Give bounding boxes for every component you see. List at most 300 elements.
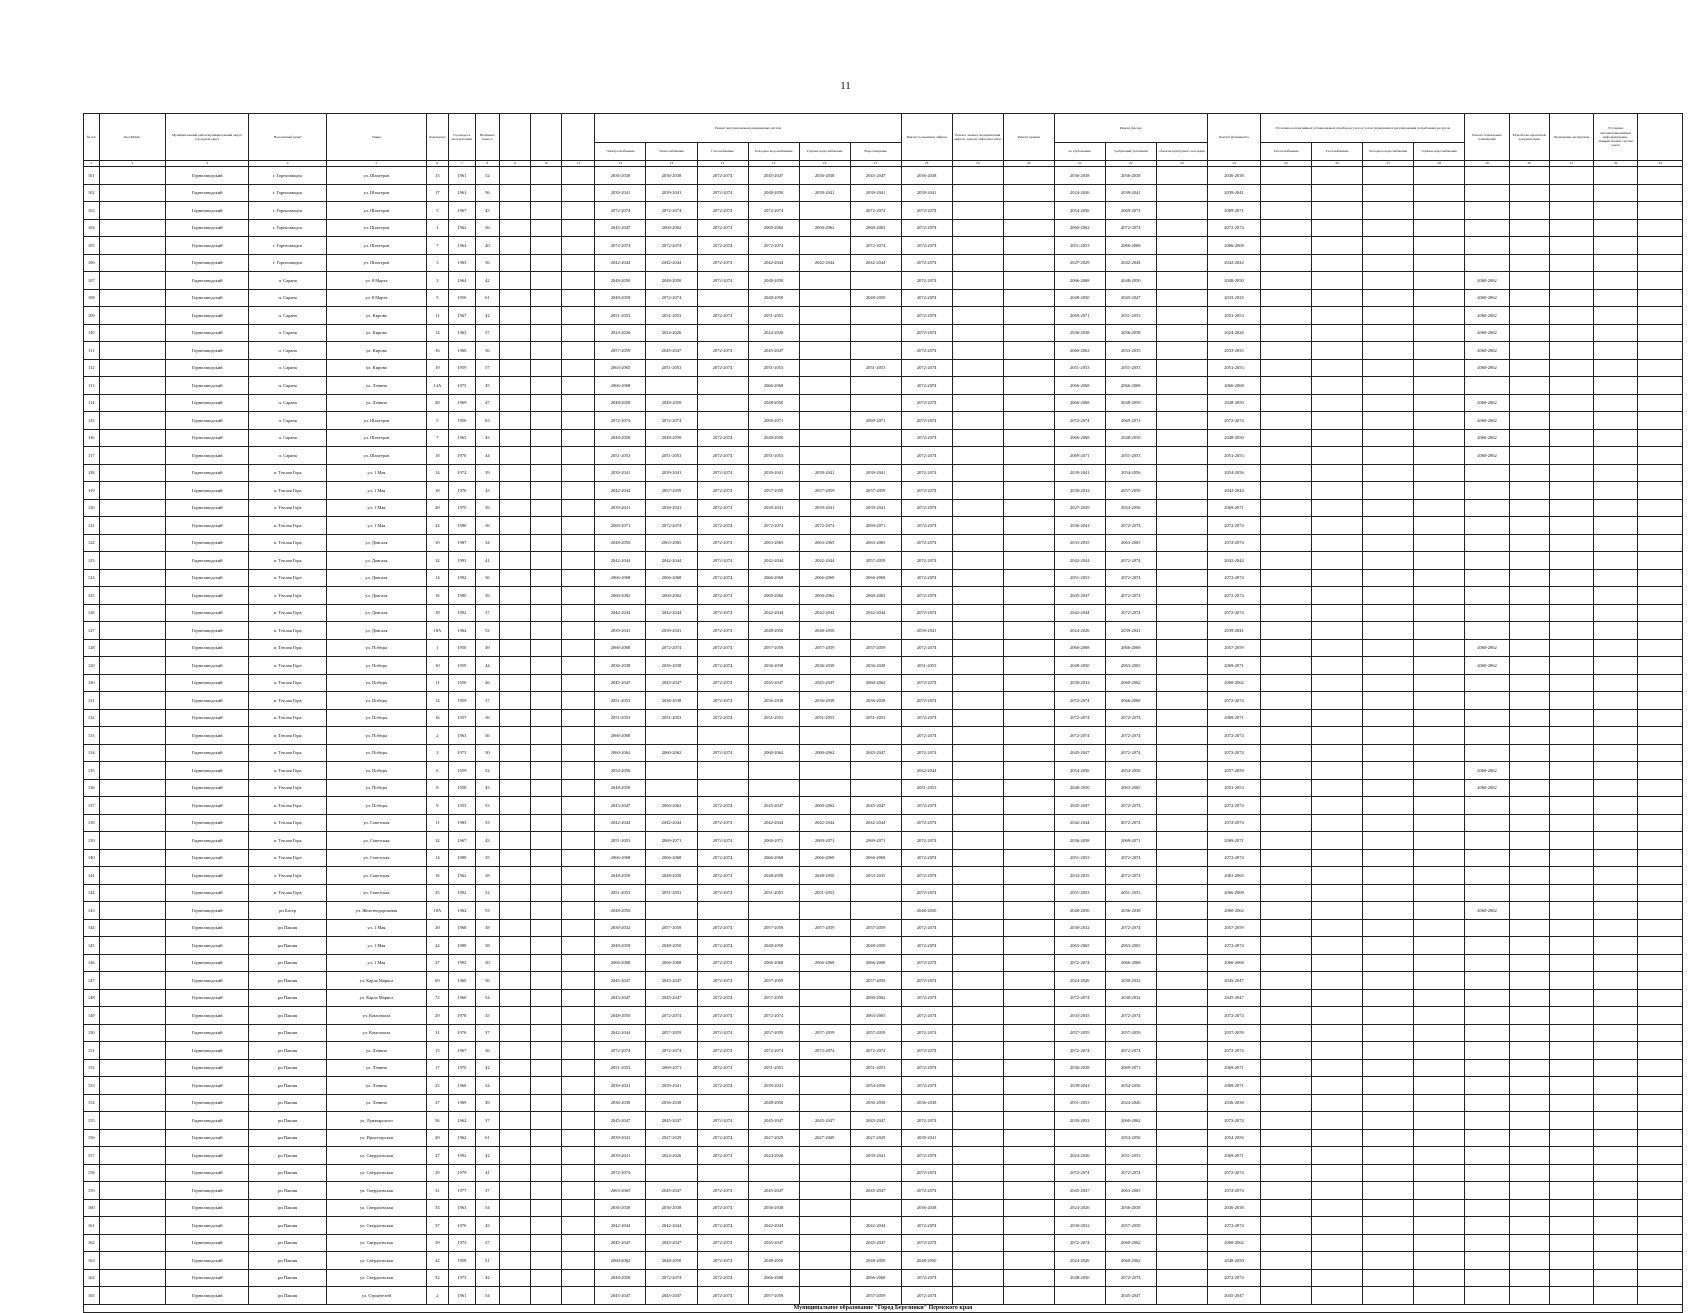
- gas-repair: 2072-2074: [697, 1007, 748, 1025]
- table-row: [84, 972, 1683, 990]
- gas-repair: 2072-2074: [697, 534, 748, 552]
- hot-water-repair: 2048-2050: [799, 622, 850, 640]
- col-33: [1638, 587, 1683, 605]
- design-docs: [1509, 1217, 1549, 1235]
- meter-heating: [1261, 989, 1312, 1007]
- design-docs: [1509, 342, 1549, 360]
- locality: рп Пашия: [249, 954, 327, 972]
- street: ул. Шахтеров: [326, 219, 426, 237]
- street: ул. 1 Мая: [326, 919, 426, 937]
- wear-percent: 42: [475, 272, 499, 290]
- meter-hot-water: [1414, 202, 1465, 220]
- elevator-repair: 2072-2074: [901, 744, 952, 762]
- facade-demand: 2072-2074: [1054, 412, 1105, 430]
- header-control: Установка автоматизированных информационно-измерительных систем учета: [1593, 114, 1637, 161]
- hot-water-repair: 2060-2062: [799, 797, 850, 815]
- col-9: [500, 762, 531, 780]
- facade-heritage: [1156, 937, 1207, 955]
- elevator-shaft-repair: [952, 814, 1003, 832]
- build-year: 1964: [449, 272, 476, 290]
- meter-cold-water: [1363, 587, 1414, 605]
- electricity-repair: 2030-2032: [595, 919, 646, 937]
- gas-repair: 2072-2074: [697, 552, 748, 570]
- roof-repair: [1003, 1252, 1054, 1270]
- col-33: [1638, 202, 1683, 220]
- wear-percent: 52: [475, 622, 499, 640]
- design-docs: [1509, 989, 1549, 1007]
- municipality: Горнозаводский: [166, 604, 249, 622]
- facade-demand: 2066-2068: [1054, 639, 1105, 657]
- expertise: [1549, 394, 1593, 412]
- house-number: 5: [426, 412, 448, 430]
- municipality: Горнозаводский: [166, 569, 249, 587]
- sewerage-repair: 2057-2059: [850, 919, 901, 937]
- electricity-repair: 2039-2041: [595, 499, 646, 517]
- gas-repair: 2072-2074: [697, 1182, 748, 1200]
- meter-gas: [1312, 1077, 1363, 1095]
- roof-repair: [1003, 1094, 1054, 1112]
- meter-gas: [1312, 219, 1363, 237]
- col-33: [1638, 447, 1683, 465]
- meter-hot-water: [1414, 919, 1465, 937]
- wear-percent: 45: [475, 202, 499, 220]
- col-33: [1638, 674, 1683, 692]
- meter-heating: [1261, 1269, 1312, 1287]
- control-systems: [1593, 832, 1637, 850]
- elevator-repair: 2072-2074: [901, 1007, 952, 1025]
- col-10: [531, 709, 562, 727]
- hot-water-repair: 2060-2062: [799, 587, 850, 605]
- cold-water-repair: 2045-2047: [748, 167, 799, 185]
- locality: рп Пашия: [249, 1199, 327, 1217]
- meter-heating: [1261, 604, 1312, 622]
- column-number: 10: [531, 161, 562, 167]
- fias-code: [99, 324, 166, 342]
- col-11: [562, 709, 595, 727]
- locality: г. Горнозаводск: [249, 184, 327, 202]
- row-number: 114: [84, 394, 100, 412]
- control-systems: [1593, 517, 1637, 535]
- electricity-repair: 2048-2050: [595, 429, 646, 447]
- heating-repair: 2039-2041: [646, 464, 697, 482]
- col-9: [500, 604, 531, 622]
- col-11: [562, 639, 595, 657]
- column-number: 8: [475, 161, 499, 167]
- heating-repair: 2042-2044: [646, 604, 697, 622]
- table-row: [84, 394, 1683, 412]
- meter-heating: [1261, 482, 1312, 500]
- header-roof: Ремонт крыши: [1003, 114, 1054, 161]
- build-year: 1973: [449, 1269, 476, 1287]
- basement-repair: 2060-2062: [1465, 272, 1509, 290]
- fias-code: [99, 937, 166, 955]
- elevator-repair: 2072-2074: [901, 569, 952, 587]
- roof-repair: [1003, 1007, 1054, 1025]
- elevator-repair: 2072-2074: [901, 202, 952, 220]
- foundation-repair: 2060-2062: [1207, 1234, 1260, 1252]
- row-number: 119: [84, 482, 100, 500]
- sewerage-repair: 2039-2041: [850, 464, 901, 482]
- header-col-33: [1638, 114, 1683, 161]
- col-10: [531, 1112, 562, 1130]
- heating-repair: 2057-2059: [646, 1024, 697, 1042]
- gas-repair: 2072-2074: [697, 254, 748, 272]
- heating-repair: 2045-2047: [646, 972, 697, 990]
- meter-cold-water: [1363, 289, 1414, 307]
- facade-insulation: 2072-2074: [1105, 867, 1156, 885]
- elevator-repair: 2072-2074: [901, 394, 952, 412]
- col-9: [500, 289, 531, 307]
- col-10: [531, 569, 562, 587]
- meter-gas: [1312, 639, 1363, 657]
- house-number: 11: [426, 814, 448, 832]
- sewerage-repair: 2069-2071: [850, 832, 901, 850]
- electricity-repair: 2060-2062: [595, 1252, 646, 1270]
- expertise: [1549, 1199, 1593, 1217]
- locality: рп Пашия: [249, 1217, 327, 1235]
- table-row: [84, 954, 1683, 972]
- column-number: 17: [850, 161, 901, 167]
- hot-water-repair: [799, 1182, 850, 1200]
- foundation-repair: 2057-2059: [1207, 762, 1260, 780]
- expertise: [1549, 937, 1593, 955]
- fias-code: [99, 447, 166, 465]
- row-number: 109: [84, 307, 100, 325]
- cold-water-repair: 2045-2047: [748, 674, 799, 692]
- elevator-shaft-repair: [952, 552, 1003, 570]
- cold-water-repair: 2063-2065: [748, 534, 799, 552]
- foundation-repair: 2036-2038: [1207, 1199, 1260, 1217]
- roof-repair: [1003, 307, 1054, 325]
- locality: п. Теплая Гора: [249, 534, 327, 552]
- electricity-repair: 2042-2044: [595, 254, 646, 272]
- foundation-repair: 2072-2074: [1207, 1112, 1260, 1130]
- expertise: [1549, 1287, 1593, 1305]
- meter-cold-water: [1363, 272, 1414, 290]
- col-10: [531, 639, 562, 657]
- meter-cold-water: [1363, 779, 1414, 797]
- col-33: [1638, 569, 1683, 587]
- facade-demand: 2060-2062: [1054, 342, 1105, 360]
- meter-hot-water: [1414, 499, 1465, 517]
- control-systems: [1593, 272, 1637, 290]
- table-row: [84, 657, 1683, 675]
- table-row: [84, 674, 1683, 692]
- hot-water-repair: [799, 989, 850, 1007]
- control-systems: [1593, 1252, 1637, 1270]
- col-11: [562, 1059, 595, 1077]
- meter-hot-water: [1414, 954, 1465, 972]
- meter-cold-water: [1363, 1059, 1414, 1077]
- facade-heritage: [1156, 972, 1207, 990]
- elevator-shaft-repair: [952, 254, 1003, 272]
- house-number: 39: [426, 1234, 448, 1252]
- facade-demand: 2024-2026: [1054, 1199, 1105, 1217]
- facade-heritage: [1156, 919, 1207, 937]
- municipality: Горнозаводский: [166, 1234, 249, 1252]
- facade-demand: [1054, 1129, 1105, 1147]
- meter-gas: [1312, 989, 1363, 1007]
- column-number: 14: [697, 161, 748, 167]
- table-row: [84, 1024, 1683, 1042]
- street: ул. Свердловская: [326, 1234, 426, 1252]
- house-number: 10: [426, 657, 448, 675]
- design-docs: [1509, 1129, 1549, 1147]
- col-10: [531, 989, 562, 1007]
- col-9: [500, 464, 531, 482]
- street: ул. 1 Мая: [326, 499, 426, 517]
- meter-gas: [1312, 254, 1363, 272]
- meter-heating: [1261, 1024, 1312, 1042]
- col-33: [1638, 377, 1683, 395]
- design-docs: [1509, 972, 1549, 990]
- col-33: [1638, 359, 1683, 377]
- heating-repair: 2024-2026: [646, 324, 697, 342]
- meter-gas: [1312, 1094, 1363, 1112]
- row-number: 136: [84, 779, 100, 797]
- locality: рп Пашия: [249, 1287, 327, 1305]
- roof-repair: [1003, 1269, 1054, 1287]
- col-11: [562, 429, 595, 447]
- facade-demand: 2045-2047: [1054, 1182, 1105, 1200]
- cold-water-repair: 2057-2059: [748, 482, 799, 500]
- col-9: [500, 272, 531, 290]
- fias-code: [99, 1217, 166, 1235]
- build-year: 1963: [449, 254, 476, 272]
- foundation-repair: 2045-2047: [1207, 989, 1260, 1007]
- build-year: 1992: [449, 884, 476, 902]
- facade-insulation: 2054-2056: [1105, 499, 1156, 517]
- build-year: 1965: [449, 429, 476, 447]
- sewerage-repair: [850, 342, 901, 360]
- col-11: [562, 412, 595, 430]
- header-year: Год ввода в эксплуатацию: [449, 114, 476, 161]
- electricity-repair: 2042-2044: [595, 552, 646, 570]
- roof-repair: [1003, 762, 1054, 780]
- heating-repair: 2072-2074: [646, 639, 697, 657]
- electricity-repair: 2048-2050: [595, 289, 646, 307]
- locality: рп Пашия: [249, 1252, 327, 1270]
- wear-percent: 30: [475, 954, 499, 972]
- facade-demand: 2069-2071: [1054, 307, 1105, 325]
- elevator-repair: 2072-2074: [901, 1287, 952, 1305]
- control-systems: [1593, 1199, 1637, 1217]
- heating-repair: 2036-2038: [646, 692, 697, 710]
- house-number: 3: [426, 744, 448, 762]
- electricity-repair: 2042-2044: [595, 814, 646, 832]
- meter-cold-water: [1363, 447, 1414, 465]
- sewerage-repair: 2060-2062: [850, 587, 901, 605]
- street: ул. Ленина: [326, 1042, 426, 1060]
- design-docs: [1509, 517, 1549, 535]
- fias-code: [99, 377, 166, 395]
- meter-gas: [1312, 1024, 1363, 1042]
- heating-repair: 2027-2029: [646, 1129, 697, 1147]
- meter-gas: [1312, 359, 1363, 377]
- wear-percent: 36: [475, 569, 499, 587]
- foundation-repair: 2072-2074: [1207, 604, 1260, 622]
- heating-repair: 2051-2053: [646, 884, 697, 902]
- sewerage-repair: 2036-2038: [850, 1094, 901, 1112]
- cold-water-repair: 2027-2029: [748, 1129, 799, 1147]
- municipality: Горнозаводский: [166, 517, 249, 535]
- cold-water-repair: 2045-2047: [748, 1182, 799, 1200]
- facade-insulation: 2069-2071: [1105, 412, 1156, 430]
- elevator-repair: 2072-2074: [901, 674, 952, 692]
- house-number: 1: [426, 219, 448, 237]
- facade-demand: 2024-2026: [1054, 972, 1105, 990]
- gas-repair: 2072-2074: [697, 1024, 748, 1042]
- foundation-repair: 2024-2026: [1207, 324, 1260, 342]
- fias-code: [99, 464, 166, 482]
- hot-water-repair: [799, 272, 850, 290]
- electricity-repair: 2045-2047: [595, 989, 646, 1007]
- expertise: [1549, 1077, 1593, 1095]
- facade-insulation: 2072-2074: [1105, 849, 1156, 867]
- wear-percent: 49: [475, 1094, 499, 1112]
- fias-code: [99, 1007, 166, 1025]
- wear-percent: 57: [475, 359, 499, 377]
- municipality: Горнозаводский: [166, 534, 249, 552]
- meter-hot-water: [1414, 219, 1465, 237]
- cold-water-repair: 2045-2047: [748, 342, 799, 360]
- build-year: 1992: [449, 604, 476, 622]
- street: ул. Ленина: [326, 1094, 426, 1112]
- col-11: [562, 569, 595, 587]
- build-year: 1978: [449, 1007, 476, 1025]
- col-9: [500, 797, 531, 815]
- meter-hot-water: [1414, 307, 1465, 325]
- wear-percent: 39: [475, 464, 499, 482]
- col-10: [531, 1182, 562, 1200]
- elevator-shaft-repair: [952, 1287, 1003, 1305]
- design-docs: [1509, 1112, 1549, 1130]
- gas-repair: 2072-2074: [697, 202, 748, 220]
- locality: п. Сарана: [249, 324, 327, 342]
- meter-heating: [1261, 464, 1312, 482]
- heating-repair: 2042-2044: [646, 552, 697, 570]
- roof-repair: [1003, 1164, 1054, 1182]
- foundation-repair: 2069-2071: [1207, 202, 1260, 220]
- meter-gas: [1312, 902, 1363, 920]
- control-systems: [1593, 604, 1637, 622]
- facade-insulation: 2051-2053: [1105, 359, 1156, 377]
- electricity-repair: 2048-2050: [595, 272, 646, 290]
- hot-water-repair: [799, 1147, 850, 1165]
- fias-code: [99, 902, 166, 920]
- municipality: Горнозаводский: [166, 1059, 249, 1077]
- cold-water-repair: 2045-2047: [748, 1112, 799, 1130]
- electricity-repair: 2048-2050: [595, 779, 646, 797]
- meter-heating: [1261, 919, 1312, 937]
- hot-water-repair: 2042-2044: [799, 552, 850, 570]
- basement-repair: [1465, 569, 1509, 587]
- column-number: 19: [952, 161, 1003, 167]
- expertise: [1549, 1024, 1593, 1042]
- municipality: Горнозаводский: [166, 709, 249, 727]
- facade-heritage: [1156, 359, 1207, 377]
- elevator-shaft-repair: [952, 1042, 1003, 1060]
- elevator-shaft-repair: [952, 674, 1003, 692]
- build-year: 1956: [449, 289, 476, 307]
- meter-heating: [1261, 797, 1312, 815]
- municipality: Горнозаводский: [166, 867, 249, 885]
- col-10: [531, 324, 562, 342]
- facade-heritage: [1156, 639, 1207, 657]
- locality: п. Теплая Гора: [249, 552, 327, 570]
- col-10: [531, 1269, 562, 1287]
- heating-repair: 2036-2038: [646, 167, 697, 185]
- elevator-shaft-repair: [952, 167, 1003, 185]
- house-number: 11: [426, 674, 448, 692]
- col-10: [531, 657, 562, 675]
- cold-water-repair: 2069-2071: [748, 832, 799, 850]
- control-systems: [1593, 412, 1637, 430]
- fias-code: [99, 832, 166, 850]
- col-10: [531, 1129, 562, 1147]
- elevator-shaft-repair: [952, 482, 1003, 500]
- meter-cold-water: [1363, 359, 1414, 377]
- meter-gas: [1312, 587, 1363, 605]
- build-year: 1992: [449, 569, 476, 587]
- facade-demand: 2051-2053: [1054, 359, 1105, 377]
- meter-cold-water: [1363, 884, 1414, 902]
- table-row: [84, 1112, 1683, 1130]
- col-9: [500, 359, 531, 377]
- gas-repair: 2072-2074: [697, 1217, 748, 1235]
- municipality: Горнозаводский: [166, 832, 249, 850]
- facade-heritage: [1156, 202, 1207, 220]
- meter-gas: [1312, 1059, 1363, 1077]
- design-docs: [1509, 1094, 1549, 1112]
- heating-repair: 2039-2041: [646, 1077, 697, 1095]
- foundation-repair: 2048-2050: [1207, 1252, 1260, 1270]
- meter-cold-water: [1363, 657, 1414, 675]
- hot-water-repair: [799, 342, 850, 360]
- col-9: [500, 1252, 531, 1270]
- street: ул. Довгаля: [326, 587, 426, 605]
- header-facade-heritage: объекты культурного наследия: [1156, 143, 1207, 161]
- control-systems: [1593, 622, 1637, 640]
- col-11: [562, 937, 595, 955]
- meter-hot-water: [1414, 797, 1465, 815]
- column-number: 6: [426, 161, 448, 167]
- hot-water-repair: 2039-2041: [799, 184, 850, 202]
- roof-repair: [1003, 1024, 1054, 1042]
- facade-heritage: [1156, 762, 1207, 780]
- elevator-shaft-repair: [952, 412, 1003, 430]
- roof-repair: [1003, 849, 1054, 867]
- facade-demand: 2060-2062: [1054, 219, 1105, 237]
- col-11: [562, 289, 595, 307]
- gas-repair: 2072-2074: [697, 1234, 748, 1252]
- wear-percent: 33: [475, 814, 499, 832]
- expertise: [1549, 482, 1593, 500]
- control-systems: [1593, 937, 1637, 955]
- cold-water-repair: 2051-2053: [748, 884, 799, 902]
- expertise: [1549, 884, 1593, 902]
- locality: п. Теплая Гора: [249, 779, 327, 797]
- locality: п. Сарана: [249, 447, 327, 465]
- meter-heating: [1261, 884, 1312, 902]
- fias-code: [99, 674, 166, 692]
- heating-repair: 2072-2074: [646, 237, 697, 255]
- house-number: 27: [426, 954, 448, 972]
- locality: рп Пашия: [249, 1024, 327, 1042]
- electricity-repair: 2048-2050: [595, 867, 646, 885]
- build-year: 1950: [449, 639, 476, 657]
- row-number: 156: [84, 1129, 100, 1147]
